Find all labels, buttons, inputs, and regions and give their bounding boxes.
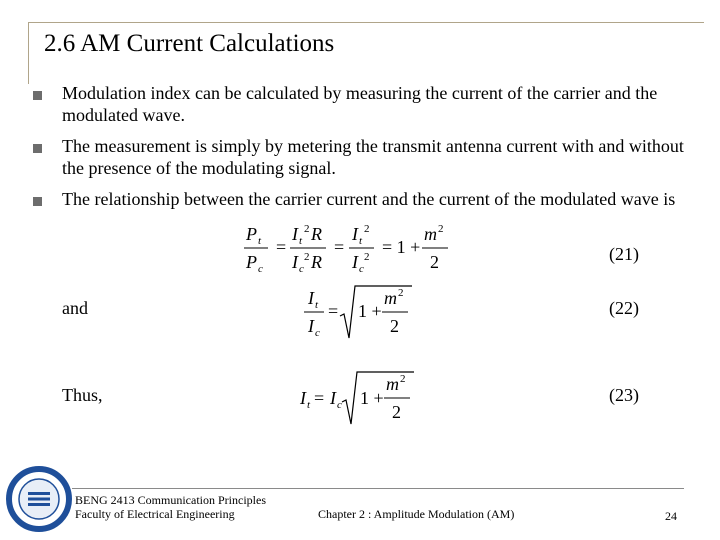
equation-21-formula <box>242 218 462 274</box>
title-frame-left-line <box>28 22 29 84</box>
svg-text:=: = <box>328 301 339 321</box>
svg-text:2: 2 <box>398 287 404 299</box>
svg-text:I: I <box>352 252 358 272</box>
svg-text:2: 2 <box>438 223 444 235</box>
svg-text:R: R <box>311 252 322 272</box>
bullet-marker-3 <box>33 197 42 206</box>
svg-text:m: m <box>384 288 397 308</box>
svg-text:I: I <box>352 224 358 244</box>
svg-text:R: R <box>311 224 322 244</box>
bullet-text-3: The relationship between the carrier current and the current of the modulated wave is <box>62 189 676 209</box>
footer-faculty: Faculty of Electrical Engineering <box>75 507 235 521</box>
footer-course: BENG 2413 Communication Principles <box>75 493 266 507</box>
svg-text:m: m <box>386 374 399 394</box>
equation-22-formula <box>300 282 420 342</box>
svg-text:2: 2 <box>430 252 439 272</box>
equation-23-formula <box>296 368 420 428</box>
equation-23-label: Thus, <box>62 385 103 405</box>
svg-text:m: m <box>424 224 437 244</box>
svg-text:I: I <box>300 388 306 408</box>
svg-text:=: = <box>314 388 325 408</box>
svg-text:2: 2 <box>364 223 370 235</box>
equation-22-number: (22) <box>609 298 639 318</box>
svg-text:2: 2 <box>304 251 310 263</box>
svg-text:c: c <box>359 263 364 274</box>
svg-text:2: 2 <box>364 251 370 263</box>
footer-divider <box>72 488 684 489</box>
svg-text:t: t <box>258 235 262 247</box>
svg-text:c: c <box>258 263 263 274</box>
svg-text:I: I <box>292 224 298 244</box>
svg-text:c: c <box>299 263 304 274</box>
svg-text:I: I <box>308 288 314 308</box>
footer-chapter: Chapter 2 : Amplitude Modulation (AM) <box>318 507 515 521</box>
bullet-marker-2 <box>33 144 42 153</box>
svg-text:I: I <box>292 252 298 272</box>
svg-text:2: 2 <box>400 373 406 385</box>
svg-text:t: t <box>315 299 319 311</box>
svg-text:t: t <box>299 235 303 247</box>
svg-text:t: t <box>307 399 311 411</box>
page-number: 24 <box>665 509 677 523</box>
svg-text:c: c <box>315 327 320 339</box>
bullet-marker-1 <box>33 91 42 100</box>
bullet-text-2: The measurement is simply by metering the transmit antenna current with and without the presence of the modulating signal. <box>62 136 684 178</box>
svg-text:c: c <box>337 399 342 411</box>
svg-text:I: I <box>330 388 336 408</box>
svg-text:1 +: 1 + <box>360 388 384 408</box>
svg-text:2: 2 <box>304 223 310 235</box>
svg-text:=: = <box>334 237 345 257</box>
svg-text:P: P <box>246 252 257 272</box>
title-frame-top-line <box>28 22 704 23</box>
university-logo <box>6 466 72 532</box>
svg-text:I: I <box>308 316 314 336</box>
bullet-text-1: Modulation index can be calculated by measuring the current of the carrier and the modulated wave. <box>62 83 658 125</box>
svg-text:= 1 +: = 1 + <box>382 237 421 257</box>
svg-text:1 +: 1 + <box>358 301 382 321</box>
equation-21-number: (21) <box>609 244 639 264</box>
slide-title: 2.6 AM Current Calculations <box>44 30 335 57</box>
svg-text:2: 2 <box>392 402 401 422</box>
equation-22-label: and <box>62 298 88 318</box>
svg-text:2: 2 <box>390 316 399 336</box>
equation-23-number: (23) <box>609 385 639 405</box>
svg-text:P: P <box>246 224 257 244</box>
svg-text:=: = <box>276 237 287 257</box>
svg-text:t: t <box>359 235 363 247</box>
